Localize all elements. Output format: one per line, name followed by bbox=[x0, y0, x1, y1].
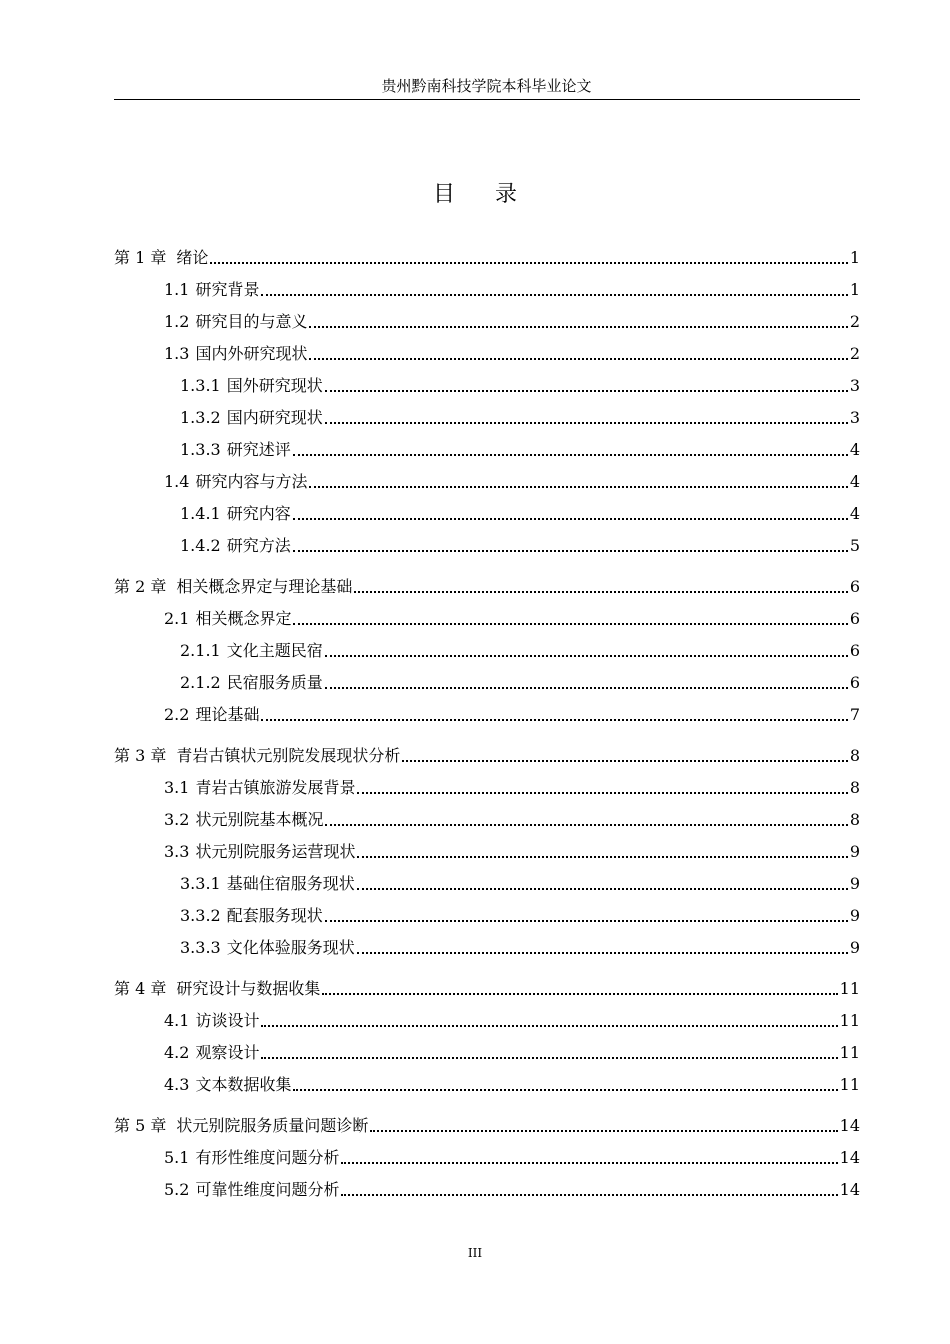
toc-section-entry[interactable] bbox=[180, 873, 860, 895]
toc-entry-page: 1 bbox=[849, 280, 860, 299]
toc-entry-title: 基础住宿服务现状 bbox=[226, 874, 355, 893]
toc-entry-number: 3.3 bbox=[164, 842, 190, 861]
toc-section-entry[interactable] bbox=[164, 841, 860, 863]
toc-entry-number: 3.1 bbox=[164, 778, 190, 797]
toc-entry-title: 研究述评 bbox=[226, 440, 291, 459]
toc-entry-title: 有形性维度问题分析 bbox=[195, 1148, 340, 1167]
toc-entry-title: 配套服务现状 bbox=[226, 906, 323, 925]
toc-entry-number: 1.3.3 bbox=[180, 440, 221, 459]
toc-entry-title: 绪论 bbox=[176, 248, 209, 267]
toc-entry-title: 国内研究现状 bbox=[226, 408, 323, 427]
toc-entry-title: 状元别院服务运营现状 bbox=[195, 842, 356, 861]
toc-entry-title: 国外研究现状 bbox=[226, 376, 323, 395]
toc-section-entry[interactable] bbox=[180, 937, 860, 959]
toc-leader-dots bbox=[322, 993, 837, 995]
toc-leader-dots bbox=[357, 856, 847, 858]
toc-entry-title: 可靠性维度问题分析 bbox=[195, 1180, 340, 1199]
toc-section-entry[interactable] bbox=[164, 343, 860, 365]
toc-entry-title: 研究目的与意义 bbox=[195, 312, 308, 331]
toc-leader-dots bbox=[261, 719, 847, 721]
toc-entry-page: 9 bbox=[849, 874, 860, 893]
toc-entry-page: 11 bbox=[839, 1075, 860, 1094]
toc-entry-title: 研究内容与方法 bbox=[195, 472, 308, 491]
toc-section-entry[interactable] bbox=[180, 439, 860, 461]
toc-section-entry[interactable] bbox=[164, 1179, 860, 1201]
toc-entry-page: 4 bbox=[849, 504, 860, 523]
toc-leader-dots bbox=[261, 1025, 837, 1027]
toc-chapter-entry[interactable] bbox=[114, 745, 860, 767]
toc-leader-dots bbox=[293, 1089, 837, 1091]
toc-entry-number: 1.4.1 bbox=[180, 504, 221, 523]
toc-entry-number: 第 3 章 bbox=[114, 746, 167, 765]
toc-entry-number: 5.2 bbox=[164, 1180, 190, 1199]
toc-section-entry[interactable] bbox=[164, 1010, 860, 1032]
toc-entry-title: 状元别院服务质量问题诊断 bbox=[176, 1116, 369, 1135]
toc-entry-number: 1.3.2 bbox=[180, 408, 221, 427]
toc-entry-page: 14 bbox=[839, 1148, 860, 1167]
header-divider bbox=[114, 99, 860, 100]
toc-entry-number: 4.3 bbox=[164, 1075, 190, 1094]
toc-entry-number: 1.2 bbox=[164, 312, 190, 331]
page-header: 贵州黔南科技学院本科毕业论文 bbox=[381, 77, 592, 95]
toc-section-entry[interactable] bbox=[164, 279, 860, 301]
toc-leader-dots bbox=[341, 1194, 837, 1196]
toc-section-entry[interactable] bbox=[180, 640, 860, 662]
page-number: III bbox=[467, 1246, 483, 1260]
toc-leader-dots bbox=[341, 1162, 837, 1164]
toc-entry-number: 第 4 章 bbox=[114, 979, 167, 998]
toc-section-entry[interactable] bbox=[164, 704, 860, 726]
toc-entry-page: 4 bbox=[849, 440, 860, 459]
toc-section-entry[interactable] bbox=[164, 311, 860, 333]
toc-entry-number: 3.3.2 bbox=[180, 906, 221, 925]
toc-leader-dots bbox=[293, 623, 847, 625]
toc-section-entry[interactable] bbox=[164, 1042, 860, 1064]
toc-section-entry[interactable] bbox=[180, 407, 860, 429]
toc-leader-dots bbox=[309, 486, 847, 488]
toc-entry-page: 6 bbox=[849, 577, 860, 596]
toc-entry-title: 访谈设计 bbox=[195, 1011, 260, 1030]
toc-leader-dots bbox=[293, 550, 848, 552]
toc-leader-dots bbox=[357, 792, 847, 794]
toc-entry-number: 第 5 章 bbox=[114, 1116, 167, 1135]
toc-entry-title: 相关概念界定 bbox=[195, 609, 292, 628]
toc-entry-title: 文化主题民宿 bbox=[226, 641, 323, 660]
toc-section-entry[interactable] bbox=[164, 1074, 860, 1096]
toc-entry-number: 2.2 bbox=[164, 705, 190, 724]
toc-entry-page: 6 bbox=[849, 609, 860, 628]
toc-entry-page: 11 bbox=[839, 1043, 860, 1062]
toc-entry-number: 1.4.2 bbox=[180, 536, 221, 555]
toc-entry-number: 5.1 bbox=[164, 1148, 190, 1167]
toc-entry-title: 状元别院基本概况 bbox=[195, 810, 324, 829]
toc-entry-title: 研究内容 bbox=[226, 504, 291, 523]
toc-entry-number: 1.3 bbox=[164, 344, 190, 363]
toc-entry-title: 文本数据收集 bbox=[195, 1075, 292, 1094]
toc-leader-dots bbox=[309, 358, 847, 360]
toc-entry-title: 观察设计 bbox=[195, 1043, 260, 1062]
toc-entry-number: 2.1 bbox=[164, 609, 190, 628]
toc-entry-page: 11 bbox=[839, 979, 860, 998]
toc-title: 目录 bbox=[432, 182, 557, 207]
toc-entry-page: 11 bbox=[839, 1011, 860, 1030]
toc-entry-page: 6 bbox=[849, 641, 860, 660]
toc-entry-page: 2 bbox=[849, 344, 860, 363]
toc-entry-title: 研究设计与数据收集 bbox=[176, 979, 321, 998]
toc-entry-page: 14 bbox=[839, 1116, 860, 1135]
toc-entry-page: 8 bbox=[849, 810, 860, 829]
toc-entry-page: 4 bbox=[849, 472, 860, 491]
toc-leader-dots bbox=[325, 824, 847, 826]
toc-entry-title: 文化体验服务现状 bbox=[226, 938, 355, 957]
toc-section-entry[interactable] bbox=[164, 471, 860, 493]
toc-entry-number: 3.3.3 bbox=[180, 938, 221, 957]
toc-leader-dots bbox=[261, 1057, 837, 1059]
toc-entry-title: 相关概念界定与理论基础 bbox=[176, 577, 353, 596]
toc-entry-page: 8 bbox=[849, 778, 860, 797]
toc-section-entry[interactable] bbox=[164, 1147, 860, 1169]
toc-leader-dots bbox=[354, 591, 847, 593]
toc-entry-number: 3.3.1 bbox=[180, 874, 221, 893]
toc-entry-page: 9 bbox=[849, 842, 860, 861]
toc-entry-title: 民宿服务质量 bbox=[226, 673, 323, 692]
toc-entry-page: 6 bbox=[849, 673, 860, 692]
toc-section-entry[interactable] bbox=[180, 503, 860, 525]
toc-entry-number: 4.2 bbox=[164, 1043, 190, 1062]
toc-chapter-entry[interactable] bbox=[114, 247, 860, 269]
toc-section-entry[interactable] bbox=[164, 608, 860, 630]
toc-leader-dots bbox=[325, 920, 848, 922]
toc-entry-title: 青岩古镇旅游发展背景 bbox=[195, 778, 356, 797]
toc-section-entry[interactable] bbox=[164, 777, 860, 799]
toc-entry-number: 1.4 bbox=[164, 472, 190, 491]
toc-entry-title: 国内外研究现状 bbox=[195, 344, 308, 363]
toc-entry-title: 研究背景 bbox=[195, 280, 260, 299]
toc-entry-number: 第 1 章 bbox=[114, 248, 167, 267]
toc-entry-page: 9 bbox=[849, 906, 860, 925]
toc-entry-page: 8 bbox=[849, 746, 860, 765]
toc-leader-dots bbox=[325, 687, 848, 689]
toc-entry-page: 2 bbox=[849, 312, 860, 331]
toc-entry-page: 5 bbox=[849, 536, 860, 555]
toc-chapter-entry[interactable] bbox=[114, 1115, 860, 1137]
toc-chapter-entry[interactable] bbox=[114, 978, 860, 1000]
toc-leader-dots bbox=[357, 952, 848, 954]
toc-leader-dots bbox=[357, 888, 848, 890]
toc-entry-title: 研究方法 bbox=[226, 536, 291, 555]
toc-leader-dots bbox=[293, 518, 848, 520]
toc-entry-number: 3.2 bbox=[164, 810, 190, 829]
toc-section-entry[interactable] bbox=[164, 809, 860, 831]
toc-entry-title: 理论基础 bbox=[195, 705, 260, 724]
toc-entry-number: 4.1 bbox=[164, 1011, 190, 1030]
toc-leader-dots bbox=[293, 454, 848, 456]
toc-entry-number: 2.1.2 bbox=[180, 673, 221, 692]
toc-entry-page: 14 bbox=[839, 1180, 860, 1199]
toc-leader-dots bbox=[309, 326, 847, 328]
toc-entry-page: 3 bbox=[849, 408, 860, 427]
toc-entry-number: 1.3.1 bbox=[180, 376, 221, 395]
toc-section-entry[interactable] bbox=[180, 672, 860, 694]
toc-leader-dots bbox=[261, 294, 847, 296]
toc-entry-page: 9 bbox=[849, 938, 860, 957]
toc-section-entry[interactable] bbox=[180, 375, 860, 397]
toc-entry-page: 1 bbox=[849, 248, 860, 267]
toc-leader-dots bbox=[325, 390, 848, 392]
toc-entry-title: 青岩古镇状元别院发展现状分析 bbox=[176, 746, 401, 765]
toc-section-entry[interactable] bbox=[180, 535, 860, 557]
toc-chapter-entry[interactable] bbox=[114, 576, 860, 598]
toc-entry-number: 第 2 章 bbox=[114, 577, 167, 596]
toc-leader-dots bbox=[210, 262, 847, 264]
toc-entry-page: 7 bbox=[849, 705, 860, 724]
toc-entry-number: 2.1.1 bbox=[180, 641, 221, 660]
toc-entry-page: 3 bbox=[849, 376, 860, 395]
toc-section-entry[interactable] bbox=[180, 905, 860, 927]
toc-leader-dots bbox=[402, 760, 847, 762]
toc-entry-number: 1.1 bbox=[164, 280, 190, 299]
toc-leader-dots bbox=[370, 1130, 837, 1132]
toc-leader-dots bbox=[325, 422, 848, 424]
toc-leader-dots bbox=[325, 655, 848, 657]
